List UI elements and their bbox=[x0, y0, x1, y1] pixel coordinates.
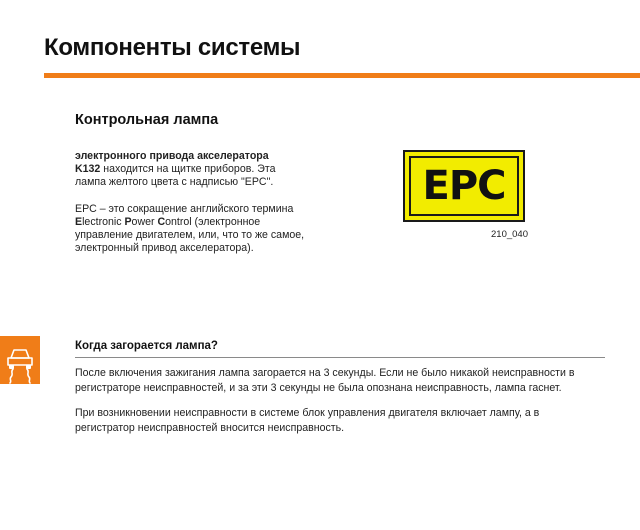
paragraph-fault-line-2: регистратор неисправностей вносится неисправность. bbox=[75, 421, 345, 434]
intro-line-2 bbox=[75, 163, 335, 176]
section-heading: Контрольная лампа bbox=[75, 112, 219, 128]
paragraph-ignition-line-2: регистраторе неисправностей, и за эти 3 секунды не была опознана неисправность, лампа гаснет. bbox=[75, 381, 562, 394]
intro-line-1: электронного привода акселератора bbox=[75, 150, 269, 162]
epc-lamp-label: EPC bbox=[422, 163, 506, 209]
intro-line-2-rest: находится на щитке приборов. Эта bbox=[100, 163, 276, 175]
paragraph-fault-line-1: При возникновении неисправности в системе блок управления двигателя включает лампу, а в bbox=[75, 407, 540, 419]
epc-lamp-image bbox=[403, 150, 525, 222]
title-divider bbox=[44, 73, 640, 78]
epc-lamp-frame bbox=[409, 156, 519, 216]
figure-code: 210_040 bbox=[491, 229, 528, 240]
definition-line-1: EPC – это сокращение английского термина bbox=[75, 203, 294, 215]
component-code: K132 bbox=[75, 163, 101, 175]
word-electronic: lectronic bbox=[82, 216, 125, 228]
epc-definition bbox=[75, 203, 345, 255]
skid-car-icon bbox=[0, 336, 40, 384]
when-lamp-lights-heading: Когда загорается лампа? bbox=[75, 340, 218, 352]
initial-c: C bbox=[157, 216, 166, 228]
page-title: Компоненты системы bbox=[44, 34, 301, 61]
intro-line-3: лампа желтого цвета с надписью "EPC". bbox=[75, 176, 274, 188]
definition-line-2 bbox=[75, 216, 345, 229]
initial-p: P bbox=[124, 216, 132, 228]
definition-line-3: управление двигателем, или, что то же самое, bbox=[75, 229, 305, 241]
initial-e: E bbox=[75, 216, 83, 228]
paragraph-ignition bbox=[75, 366, 615, 395]
lamp-intro bbox=[75, 150, 335, 189]
definition-line-4: электронный привод акселератора). bbox=[75, 242, 254, 254]
paragraph-fault bbox=[75, 406, 615, 435]
subheading-divider bbox=[75, 357, 605, 358]
paragraph-ignition-line-1: После включения зажигания лампа загорается на 3 секунды. Если не было никакой неисправности в bbox=[75, 367, 575, 379]
skid-car-icon-graphic bbox=[0, 336, 40, 384]
word-control: ontrol (электронное bbox=[165, 216, 261, 228]
word-power: ower bbox=[131, 216, 158, 228]
